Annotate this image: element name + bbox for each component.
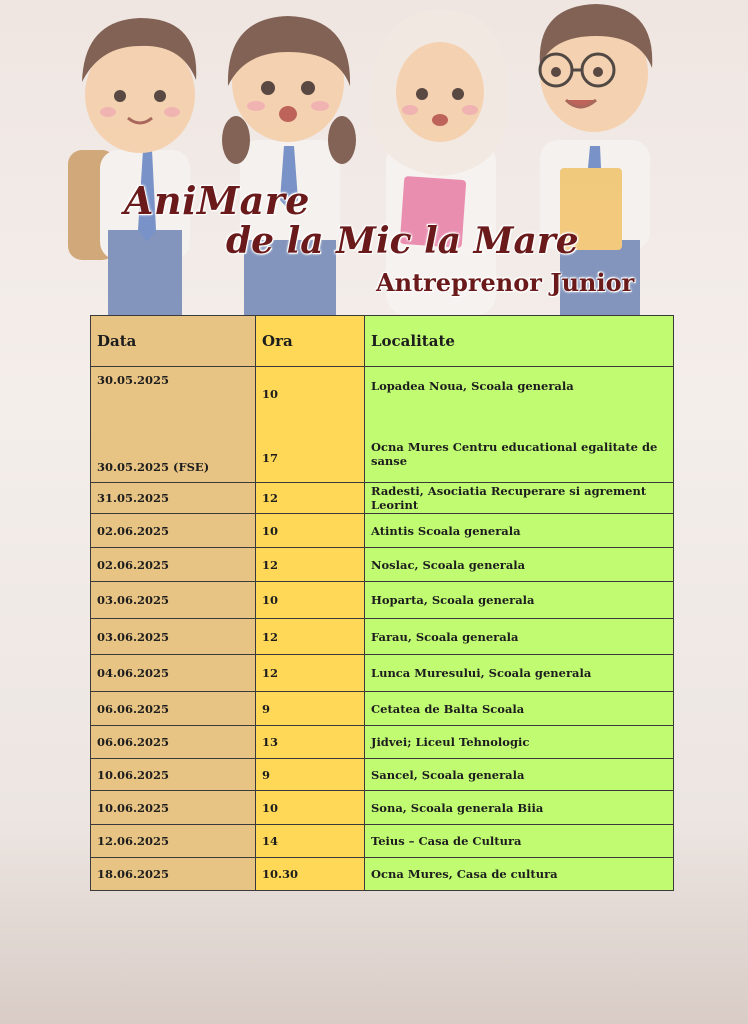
date-cell: 12.06.2025 [91, 825, 256, 858]
children-illustration [0, 0, 748, 316]
time-cell: 10 [256, 514, 365, 548]
table-row [91, 367, 674, 483]
time-cell: 10 [256, 791, 365, 825]
table-row [91, 825, 674, 858]
location-value: Ocna Mures Centru educational egalitate de sanse [371, 440, 658, 468]
location-cell: Sona, Scoala generala Biia [365, 791, 674, 825]
date-cell: 31.05.2025 [91, 483, 256, 514]
location-cell: Jidvei; Liceul Tehnologic [365, 726, 674, 759]
time-cell: 12 [256, 619, 365, 655]
date-cell: 10.06.2025 [91, 791, 256, 825]
header-location: Localitate [365, 316, 674, 367]
date-value: 30.05.2025 (FSE) [97, 460, 210, 474]
date-cell: 02.06.2025 [91, 548, 256, 582]
time-cell: 10.30 [256, 858, 365, 891]
date-cell: 18.06.2025 [91, 858, 256, 891]
time-cell: 12 [256, 548, 365, 582]
date-cell [91, 367, 256, 483]
table-row [91, 791, 674, 825]
table-row [91, 692, 674, 726]
table-row [91, 619, 674, 655]
title-line-2: de la Mic la Mare [226, 220, 579, 262]
date-cell: 03.06.2025 [91, 582, 256, 619]
time-cell: 9 [256, 759, 365, 791]
title-line-1: AniMare [124, 178, 310, 223]
location-cell: Lunca Muresului, Scoala generala [365, 655, 674, 692]
location-value: Lopadea Noua, Scoala generala [371, 379, 574, 393]
location-cell: Farau, Scoala generala [365, 619, 674, 655]
table-row [91, 726, 674, 759]
table-header-row [91, 316, 674, 367]
time-cell: 12 [256, 483, 365, 514]
title-line-3: Antreprenor Junior [376, 268, 635, 297]
date-cell: 02.06.2025 [91, 514, 256, 548]
table-row [91, 582, 674, 619]
location-cell: Noslac, Scoala generala [365, 548, 674, 582]
location-cell: Ocna Mures, Casa de cultura [365, 858, 674, 891]
location-cell: Cetatea de Balta Scoala [365, 692, 674, 726]
location-cell: Radesti, Asociatia Recuperare si agrement Leorint [365, 483, 674, 514]
location-cell: Atintis Scoala generala [365, 514, 674, 548]
table-row [91, 858, 674, 891]
time-cell: 10 [256, 582, 365, 619]
date-cell: 04.06.2025 [91, 655, 256, 692]
date-value: 30.05.2025 [97, 373, 170, 387]
location-cell: Hoparta, Scoala generala [365, 582, 674, 619]
header-time: Ora [256, 316, 365, 367]
time-cell: 13 [256, 726, 365, 759]
location-cell: Sancel, Scoala generala [365, 759, 674, 791]
time-cell: 9 [256, 692, 365, 726]
time-value: 17 [262, 451, 279, 465]
location-cell [365, 367, 674, 483]
date-cell: 06.06.2025 [91, 726, 256, 759]
time-cell: 12 [256, 655, 365, 692]
date-cell: 06.06.2025 [91, 692, 256, 726]
schedule-table [90, 315, 674, 891]
table-row [91, 483, 674, 514]
date-cell: 03.06.2025 [91, 619, 256, 655]
girl-with-pigtails-figure [222, 16, 356, 316]
hero-illustration [0, 0, 748, 316]
table-row [91, 548, 674, 582]
boy-with-backpack-figure [68, 18, 196, 316]
time-cell [256, 367, 365, 483]
table-row [91, 514, 674, 548]
date-cell: 10.06.2025 [91, 759, 256, 791]
table-row [91, 655, 674, 692]
location-cell: Teius – Casa de Cultura [365, 825, 674, 858]
table-row [91, 759, 674, 791]
time-cell: 14 [256, 825, 365, 858]
header-date: Data [91, 316, 256, 367]
time-value: 10 [262, 387, 279, 401]
